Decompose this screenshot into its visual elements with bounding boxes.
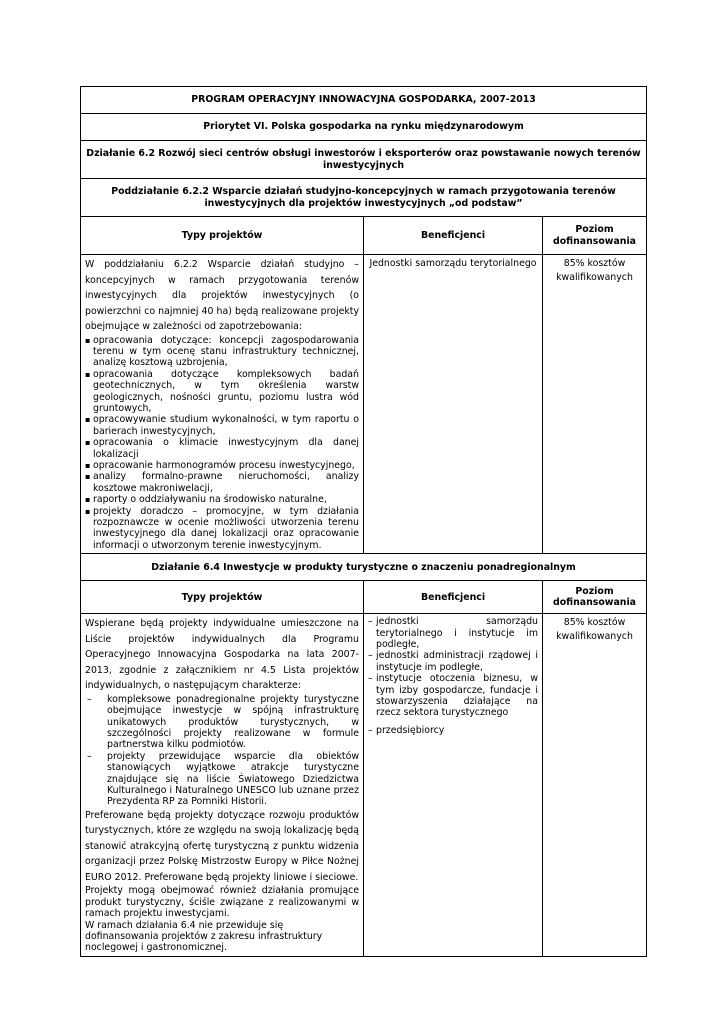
list-item: ▪ opracowanie harmonogramów procesu inwestycyjnego, — [85, 460, 359, 471]
exclusion-text: W ramach działania 6.4 nie przewiduje się dofinansowania projektów z zakresu infrastruktury noclegowej i gastronomicznej. — [85, 919, 323, 954]
list-item: ▪ raporty o oddziaływaniu na środowisko naturalne, — [85, 494, 359, 505]
submeasure-6-2-2-title: Poddziałanie 6.2.2 Wsparcie działań studyjno-koncepcyjnych w ramach przygotowania terenów inwestycyjnych dla projektów inwestycyjnych „od podstaw” — [81, 179, 647, 217]
column-header-types: Typy projektów — [81, 581, 364, 614]
column-header-level: Poziom dofinansowania — [543, 217, 647, 255]
intro-text: Wspierane będą projekty indywidualne umieszczone na Liście projektów indywidualnych dla Programu Operacyjnego Innowacyjna Gospodarka na lata 2007-2013, zgodnie z załącznikiem nr 4.5 Lista projektów indywidualnych, o następującym charakterze: — [85, 618, 359, 692]
beneficiary-cell-6-2-2: Jednostki samorządu terytorialnego — [364, 255, 543, 554]
column-header-beneficiaries: Beneficjenci — [364, 217, 543, 255]
list-item: ▪ opracowania dotyczące kompleksowych badań geotechnicznych, w tym określenia warstw geologicznych, nośności gruntu, poziomu lustra wód gruntowych, — [85, 369, 359, 415]
list-item: – projekty przewidujące wsparcie dla obiektów stanowiących wyjątkowe atrakcje turystyczne znajdujące się na liście Światowego Dziedzictwa Kulturalnego i Naturalnego UNESCO lub uznane przez Prezydenta RP za Pomniki Historii. — [85, 751, 359, 808]
list-item: – instytucje otoczenia biznesu, w tym izby gospodarcze, fundacje i stowarzyszenia działające na rzecz sektora turystycznego — [368, 673, 538, 719]
program-title: PROGRAM OPERACYJNY INNOWACYJNA GOSPODARKA, 2007-2013 — [81, 87, 647, 114]
list-item: – jednostki administracji rządowej i instytucje im podległe, — [368, 650, 538, 673]
list-item: – jednostki samorządu terytorialnego i instytucje im podległe, — [368, 616, 538, 650]
intro-text: W poddziałaniu 6.2.2 Wsparcie działań studyjno – koncepcyjnych w ramach przygotowania terenów inwestycyjnych dla projektów inwestycyjnych (o powierzchni co najmniej 40 ha) będą realizowane projekty obejmujące w zależności od zapotrzebowania: — [85, 259, 359, 332]
list-item: ▪ opracowywanie studium wykonalności, w tym raportu o barierach inwestycyjnych, — [85, 414, 359, 437]
list-item: ▪ opracowania o klimacie inwestycyjnym dla danej lokalizacji — [85, 437, 359, 460]
list-item: – kompleksowe ponadregionalne projekty turystyczne obejmujące inwestycje w spójną infrastrukturę unikatowych produktów turystycznych, w szczególności projekty realizowane w formule partnerstwa kilku podmiotów. — [85, 694, 359, 751]
project-types-cell-6-4 — [81, 614, 364, 957]
measure-6-2-title: Działanie 6.2 Rozwój sieci centrów obsługi inwestorów i eksporterów oraz powstawanie nowych terenów inwestycyjnych — [81, 141, 647, 179]
project-types-cell-6-2-2 — [81, 255, 364, 554]
column-header-level: Poziom dofinansowania — [543, 581, 647, 614]
preferred-text: Preferowane będą projekty dotyczące rozwoju produktów turystycznych, które ze względu na swoją lokalizację będą stanowić atrakcyjną ofertę turystyczną z punktu widzenia organizacji przez Polskę Mistrzostw Europy w Piłce Nożnej EURO 2012. Preferowane będą projekty liniowe i sieciowe. — [85, 809, 359, 883]
list-item: ▪ opracowania dotyczące: koncepcji zagospodarowania terenu w tym ocenę stanu infrastruktury technicznej, analizę kosztową uzbrojenia, — [85, 335, 359, 369]
beneficiaries-list — [368, 616, 538, 736]
measure-6-4-title: Działanie 6.4 Inwestycje w produkty turystyczne o znaczeniu ponadregionalnym — [81, 554, 647, 581]
column-header-beneficiaries: Beneficjenci — [364, 581, 543, 614]
level-cell-6-4: 85% kosztów kwalifikowanych — [543, 614, 647, 957]
beneficiaries-cell-6-4 — [364, 614, 543, 957]
column-header-types: Typy projektów — [81, 217, 364, 255]
priority-title: Priorytet VI. Polska gospodarka na rynku międzynarodowym — [81, 114, 647, 141]
list-item: ▪ projekty doradczo – promocyjne, w tym działania rozpoznawcze w ocenie możliwości utworzenia terenu inwestycyjnego dla danej lokalizacji oraz opracowanie informacji o utworzonym terenie inwestycyjnym. — [85, 506, 359, 552]
list-item: – przedsiębiorcy — [368, 725, 538, 736]
level-cell-6-2-2: 85% kosztów kwalifikowanych — [543, 255, 647, 554]
project-types-list — [85, 694, 359, 808]
promo-text: Projekty mogą obejmować również działania promujące produkt turystyczny, ściśle związane z realizowanymi w ramach projektu inwestycjami. — [85, 885, 359, 920]
project-types-list — [85, 335, 359, 552]
list-item: ▪ analizy formalno-prawne nieruchomości, analizy kosztowe makroniwelacji, — [85, 471, 359, 494]
program-table — [80, 86, 647, 957]
